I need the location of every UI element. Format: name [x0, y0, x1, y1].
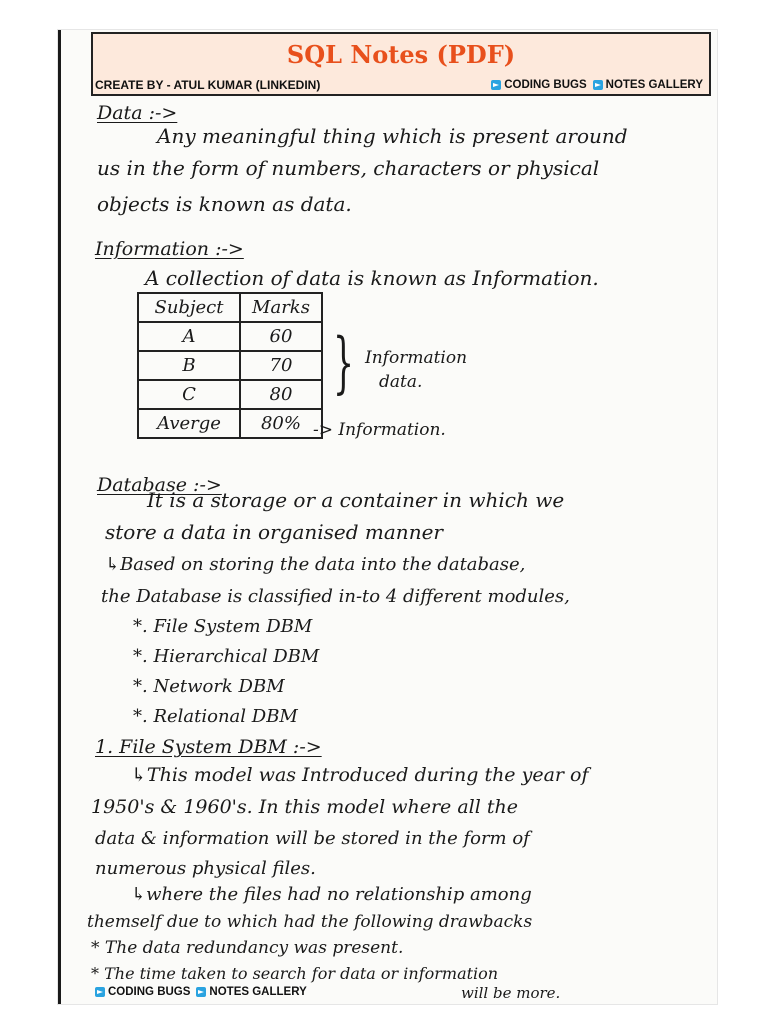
table-cell: 60 — [240, 322, 322, 351]
telegram-icon — [593, 80, 603, 90]
data-line-1: Any meaningful thing which is present around — [157, 124, 628, 148]
arrow-label: -> Information. — [313, 420, 446, 440]
header-links — [491, 79, 703, 91]
fs-line-3: data & information will be stored in the form of — [95, 828, 530, 849]
table-header: Marks — [240, 293, 322, 322]
brace-label-line-2: data. — [379, 372, 423, 392]
module-item: *. File System DBM — [133, 616, 313, 637]
table-row — [138, 409, 322, 438]
brace-symbol: } — [333, 324, 354, 401]
fs-line-8: * The time taken to search for data or information — [91, 964, 499, 983]
table-header: Subject — [138, 293, 240, 322]
table-cell: Averge — [138, 409, 240, 438]
fs-line-1: ↳This model was Introduced during the year of — [131, 764, 589, 786]
data-heading: Data :-> — [97, 102, 178, 124]
fs-line-7: * The data redundancy was present. — [91, 938, 404, 958]
table-cell: 80% — [240, 409, 322, 438]
table-row — [138, 351, 322, 380]
coding-bugs-link[interactable]: CODING BUGS — [108, 986, 191, 998]
table-cell: B — [138, 351, 240, 380]
marks-table — [137, 292, 323, 439]
creator-credit: CREATE BY - ATUL KUMAR (LINKEDIN) — [95, 78, 321, 92]
database-line-2: store a data in organised manner — [105, 520, 443, 544]
table-cell: 70 — [240, 351, 322, 380]
data-line-2: us in the form of numbers, characters or physical — [97, 156, 600, 180]
page-header — [91, 32, 711, 96]
fs-line-4: numerous physical files. — [95, 858, 316, 879]
database-heading: Database :-> — [97, 474, 222, 496]
telegram-icon — [95, 987, 105, 997]
database-line-3: ↳Based on storing the data into the database, — [105, 554, 526, 575]
information-line: A collection of data is known as Information. — [145, 266, 599, 290]
fs-line-6: themself due to which had the following drawbacks — [87, 912, 533, 932]
table-row — [138, 322, 322, 351]
notes-page — [58, 30, 717, 1004]
table-cell: 80 — [240, 380, 322, 409]
fs-line-2: 1950's & 1960's. In this model where all the — [91, 796, 518, 818]
database-line-4: the Database is classified in-to 4 different modules, — [101, 586, 570, 607]
notes-gallery-link[interactable]: NOTES GALLERY — [605, 79, 703, 91]
module-item: *. Relational DBM — [133, 706, 298, 727]
telegram-icon — [491, 80, 501, 90]
page-footer — [95, 986, 307, 998]
table-row — [138, 380, 322, 409]
data-line-3: objects is known as data. — [97, 192, 352, 216]
telegram-icon — [196, 987, 206, 997]
page-title: SQL Notes (PDF) — [286, 40, 516, 69]
fs-line-5: ↳where the files had no relationship among — [131, 884, 532, 905]
information-heading: Information :-> — [95, 238, 244, 260]
fs-line-9: will be more. — [461, 984, 561, 1002]
brace-label-line-1: Information — [365, 348, 468, 368]
database-line-1: It is a storage or a container in which we — [147, 488, 565, 512]
coding-bugs-link[interactable]: CODING BUGS — [504, 79, 587, 91]
module-item: *. Network DBM — [133, 676, 285, 697]
file-system-heading: 1. File System DBM :-> — [95, 736, 322, 758]
table-cell: A — [138, 322, 240, 351]
table-cell: C — [138, 380, 240, 409]
module-item: *. Hierarchical DBM — [133, 646, 320, 667]
table-header-row — [138, 293, 322, 322]
notes-gallery-link[interactable]: NOTES GALLERY — [209, 986, 307, 998]
